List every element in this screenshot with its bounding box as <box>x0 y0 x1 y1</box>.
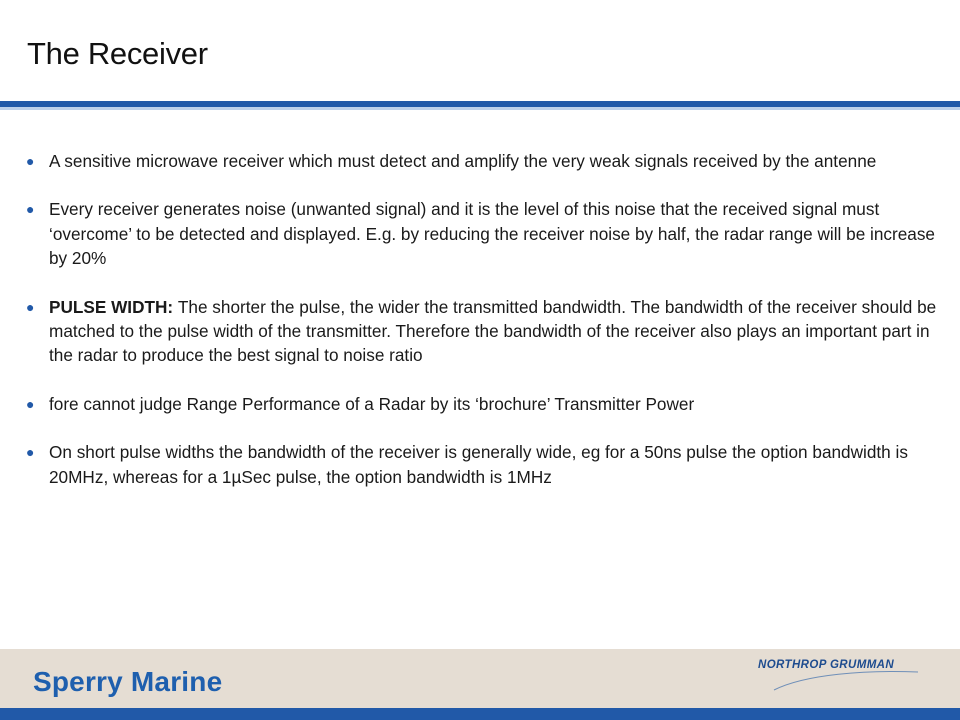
slide-title: The Receiver <box>27 36 208 71</box>
bullet-item <box>25 149 937 173</box>
bullet-dot-icon: ● <box>26 298 35 315</box>
bullet-item <box>25 197 937 270</box>
northrop-grumman-logo <box>746 652 926 692</box>
bullet-item <box>25 392 937 416</box>
bullet-dot-icon: ● <box>26 395 35 412</box>
logo-swoosh <box>774 672 918 690</box>
bullet-dot-icon: ● <box>26 153 35 169</box>
title-divider-light <box>0 107 960 110</box>
bullet-text: fore cannot judge Range Performance of a Radar by its ‘brochure’ Transmitter Power <box>49 393 695 414</box>
bullet-dot-icon: ● <box>26 444 35 461</box>
bullet-item <box>25 440 937 489</box>
bullet-lead: PULSE WIDTH: <box>49 296 178 317</box>
bullet-dot-icon: ● <box>26 201 35 218</box>
footer-bar <box>0 708 960 720</box>
bullet-text: Every receiver generates noise (unwanted signal) and it is the level of this noise that the received signal must ‘overcome’ to be detected and displayed. E.g. by reducing the receiver noise by half, the radar range will be increase by 20% <box>49 199 935 269</box>
bullet-text: On short pulse widths the bandwidth of the receiver is generally wide, eg for a 50ns pulse the option bandwidth is 20MHz, whereas for a 1µSec pulse, the option bandwidth is 1MHz <box>49 442 908 487</box>
bullet-item <box>25 295 937 368</box>
bullet-text: The shorter the pulse, the wider the transmitted bandwidth. The bandwidth of the receiver should be matched to the pulse width of the transmitter. Therefore the bandwidth of the receiver also plays an important part in the radar to produce the best signal to noise ratio <box>49 296 937 366</box>
bullet-text: A sensitive microwave receiver which must detect and amplify the very weak signals received by the antenne <box>49 151 877 171</box>
bullet-list <box>25 149 937 513</box>
northrop-grumman-logo-text: NORTHROP GRUMMAN <box>758 659 895 671</box>
sperry-marine-logo: Sperry Marine <box>33 666 223 697</box>
